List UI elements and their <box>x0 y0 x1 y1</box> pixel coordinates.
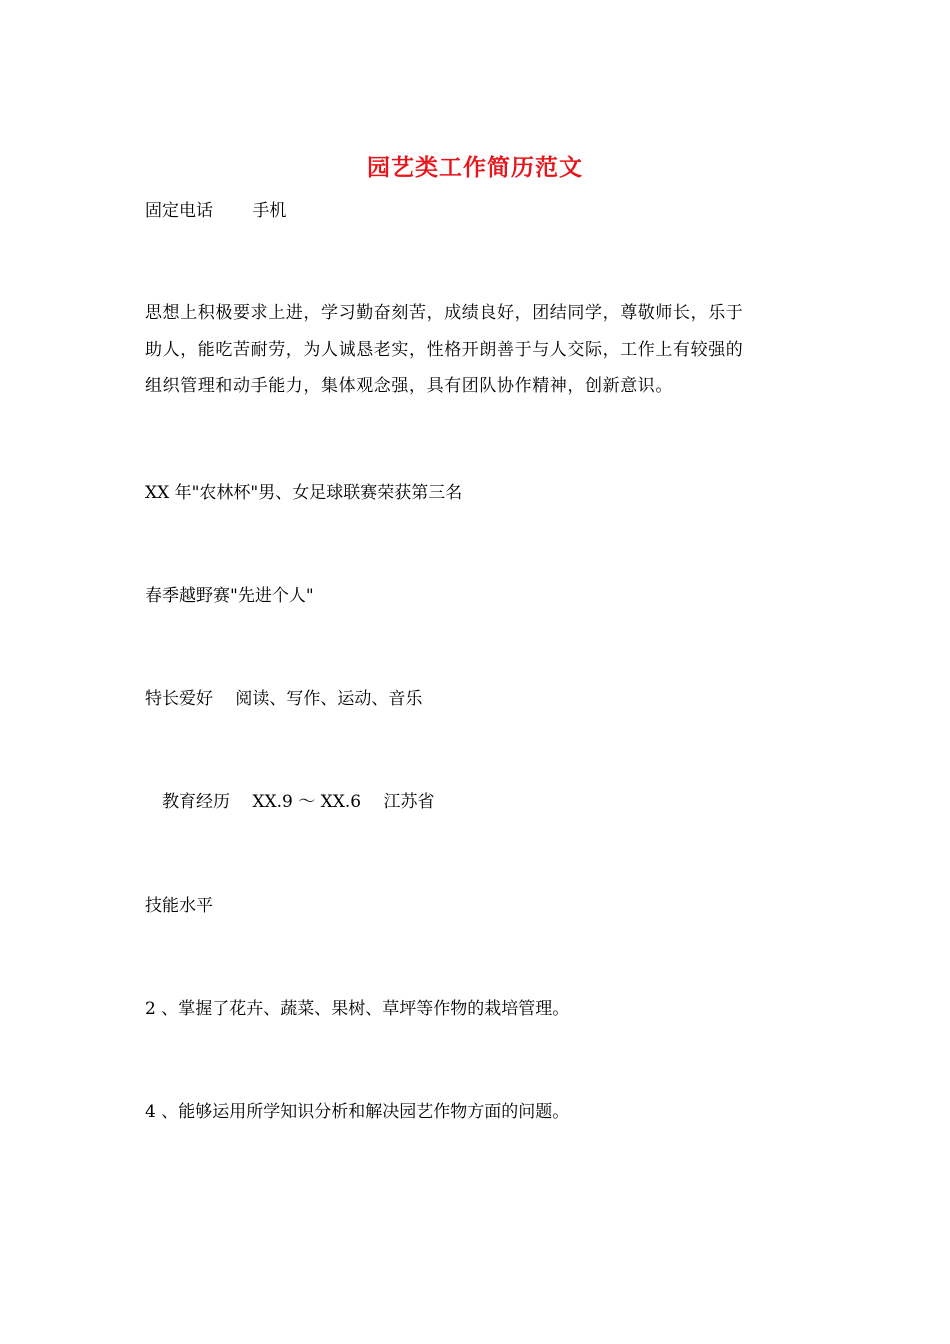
education-line: 教育经历 XX.9 ～ XX.6 江苏省 <box>145 792 435 812</box>
summary-paragraph <box>145 295 810 405</box>
award-cross-country: 春季越野赛"先进个人" <box>145 586 314 606</box>
award-football: XX 年"农林杯"男、女足球联赛荣获第三名 <box>145 483 463 503</box>
summary-line: 思想上积极要求上进，学习勤奋刻苦，成绩良好，团结同学，尊敬师长，乐于 <box>145 303 744 323</box>
summary-line: 组织管理和动手能力，集体观念强，具有团队协作精神，创新意识。 <box>145 376 673 396</box>
skills-heading: 技能水平 <box>145 896 213 916</box>
phone-line: 固定电话 手机 <box>145 201 287 221</box>
skill-item: 2 、掌握了花卉、蔬菜、果树、草坪等作物的栽培管理。 <box>145 999 570 1019</box>
summary-line: 助人，能吃苦耐劳，为人诚恳老实，性格开朗善于与人交际，工作上有较强的 <box>145 339 744 360</box>
skill-item: 4 、能够运用所学知识分析和解决园艺作物方面的问题。 <box>145 1102 570 1122</box>
document-title: 园艺类工作简历范文 <box>367 154 583 181</box>
hobbies-line: 特长爱好 阅读、写作、运动、音乐 <box>145 689 423 709</box>
